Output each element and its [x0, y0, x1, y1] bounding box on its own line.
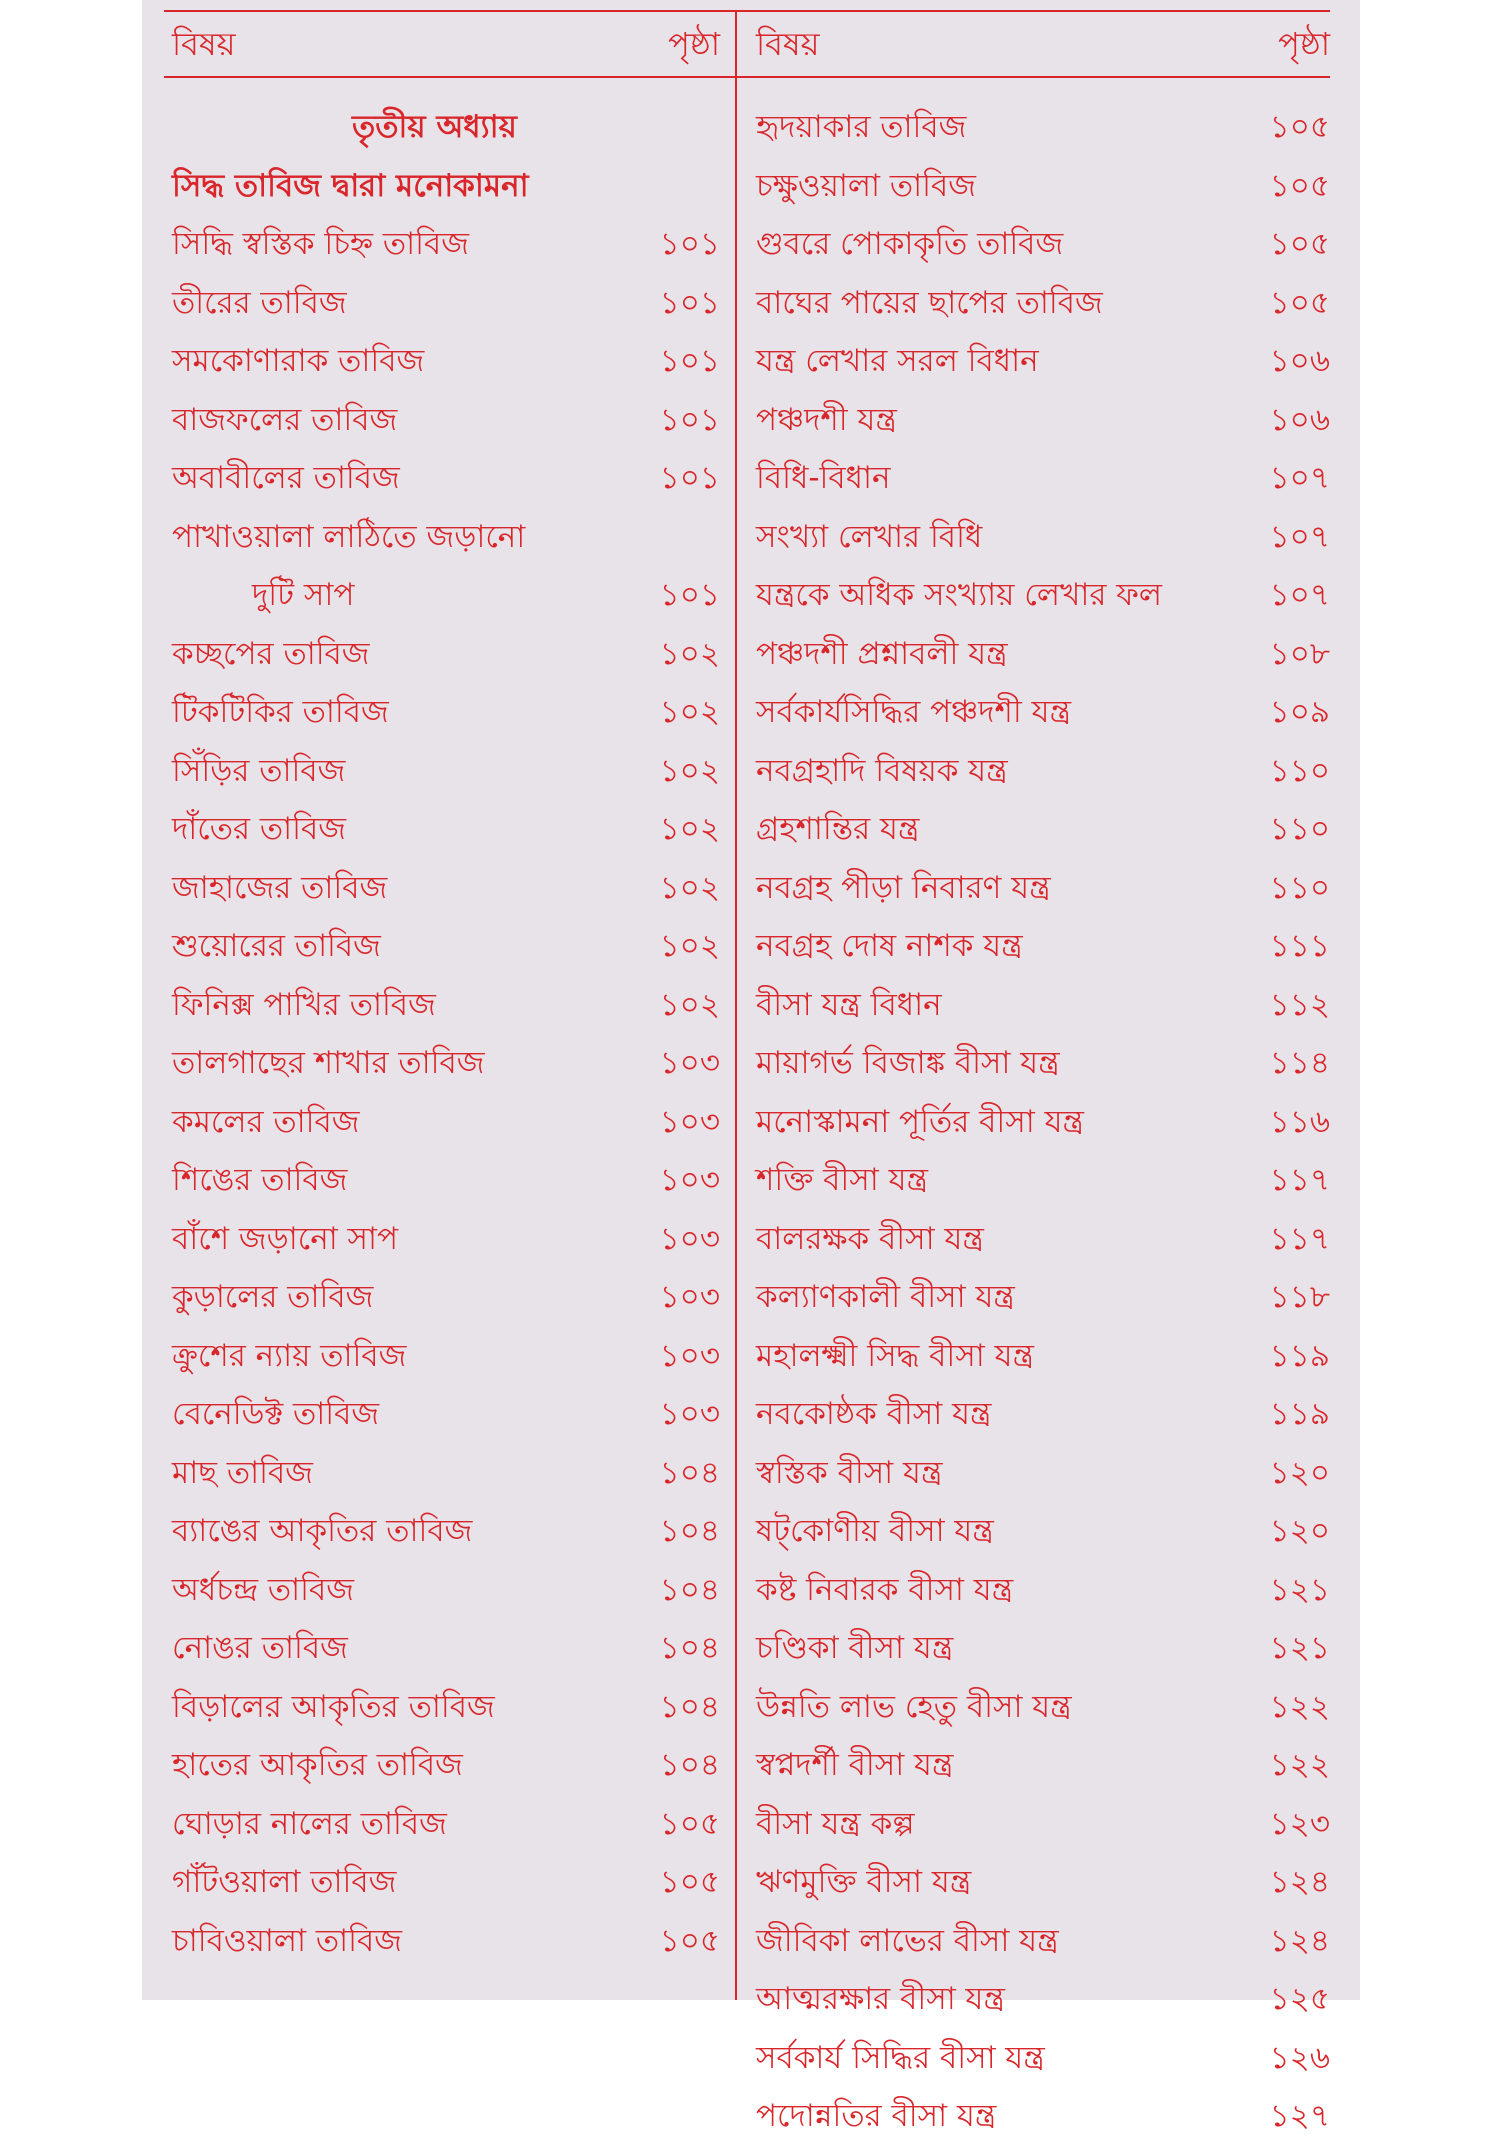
toc-entry	[756, 274, 1330, 333]
left-entry-list	[172, 98, 720, 1970]
entry-page-number: ১০৫	[1269, 226, 1330, 262]
entry-page-number: ১০৬	[1269, 343, 1330, 379]
toc-entry	[172, 1151, 720, 1210]
entry-title: মায়াগর্ভ বিজাঙ্ক বীসা যন্ত্র	[756, 1045, 1060, 1081]
entry-page-number: ১০৭	[1269, 518, 1330, 555]
entry-page-number: ১২৬	[1269, 2039, 1330, 2076]
entry-title: দুটি সাপ	[252, 577, 355, 613]
toc-entry	[756, 625, 1330, 684]
toc-entry	[172, 508, 720, 567]
toc-entry	[172, 1619, 720, 1678]
entry-page-number: ১০১	[659, 460, 720, 496]
entry-page-number: ১০২	[659, 694, 720, 730]
toc-entry	[756, 2087, 1330, 2146]
entry-page-number: ১০৮	[1269, 635, 1330, 672]
top-rule	[164, 10, 1330, 12]
entry-title: ক্রুশের ন্যায় তাবিজ	[172, 1337, 407, 1374]
entry-title: বীসা যন্ত্র কল্প	[756, 1805, 915, 1842]
entry-title: তীরের তাবিজ	[172, 284, 347, 321]
entry-page-number: ১০৩	[659, 1279, 720, 1315]
entry-title: ঘোড়ার নালের তাবিজ	[172, 1805, 447, 1842]
entry-title: বাজফলের তাবিজ	[172, 401, 398, 438]
toc-entry	[172, 1210, 720, 1269]
toc-entry	[172, 625, 720, 684]
entry-page-number: ১২২	[1269, 1688, 1330, 1725]
entry-title: চণ্ডিকা বীসা যন্ত্র	[756, 1630, 954, 1666]
entry-page-number: ১০১	[659, 577, 720, 613]
entry-title: শক্তি বীসা যন্ত্র	[756, 1162, 929, 1198]
toc-entry	[756, 976, 1330, 1035]
toc-entry	[172, 742, 720, 801]
entry-page-number: ১০২	[659, 869, 720, 906]
entry-title: নোঙর তাবিজ	[172, 1630, 348, 1666]
entry-page-number: ১১১	[1269, 928, 1330, 964]
toc-entry	[756, 1268, 1330, 1327]
entry-title: অর্ধচন্দ্র তাবিজ	[172, 1571, 354, 1608]
entry-title: সমকোণারাক তাবিজ	[172, 343, 425, 379]
toc-entry	[756, 215, 1330, 274]
entry-page-number: ১০৪	[659, 1688, 720, 1725]
entry-page-number: ১০৫	[659, 1805, 720, 1842]
entry-title: চক্ষুওয়ালা তাবিজ	[756, 167, 976, 204]
toc-entry	[756, 1853, 1330, 1912]
entry-page-number: ১২২	[1269, 1747, 1330, 1783]
entry-page-number: ১২০	[1269, 1513, 1330, 1549]
page-header: পৃষ্ঠা	[668, 25, 720, 63]
entry-title: গ্রহশান্তির যন্ত্র	[756, 811, 920, 847]
entry-title: সর্বকার্যসিদ্ধির পঞ্চদশী যন্ত্র	[756, 694, 1071, 730]
entry-title: নবগ্রহ পীড়া নিবারণ যন্ত্র	[756, 869, 1051, 906]
toc-entry	[172, 1268, 720, 1327]
toc-entry	[756, 332, 1330, 391]
entry-title: বিড়ালের আকৃতির তাবিজ	[172, 1688, 495, 1725]
toc-entry	[172, 859, 720, 918]
toc-entry	[172, 1385, 720, 1444]
entry-page-number: ১২৫	[1269, 1981, 1330, 2017]
entry-page-number: ১০১	[659, 284, 720, 321]
entry-page-number: ১০৭	[1269, 460, 1330, 496]
toc-entry	[172, 1093, 720, 1152]
left-column-header	[172, 22, 720, 66]
entry-title: ব্যাঙের আকৃতির তাবিজ	[172, 1513, 473, 1549]
toc-entry	[756, 566, 1330, 625]
entry-page-number: ১০৩	[659, 1337, 720, 1374]
toc-entry	[172, 391, 720, 450]
toc-entry	[756, 1444, 1330, 1503]
entry-page-number: ১২৪	[1269, 1864, 1330, 1900]
entry-page-number: ১০৩	[659, 1162, 720, 1198]
entry-title: জীবিকা লাভের বীসা যন্ত্র	[756, 1922, 1059, 1959]
toc-entry	[172, 1561, 720, 1620]
entry-title: স্বপ্নদর্শী বীসা যন্ত্র	[756, 1747, 954, 1783]
entry-title: সিঁড়ির তাবিজ	[172, 752, 346, 789]
entry-title: কুড়ালের তাবিজ	[172, 1279, 374, 1315]
entry-title: জাহাজের তাবিজ	[172, 869, 388, 906]
entry-title: বীসা যন্ত্র বিধান	[756, 986, 942, 1023]
entry-page-number: ১০৪	[659, 1454, 720, 1491]
entry-page-number: ১২১	[1269, 1630, 1330, 1666]
entry-page-number: ১০১	[659, 343, 720, 379]
entry-page-number: ১০৩	[659, 1045, 720, 1081]
toc-entry	[172, 1678, 720, 1737]
toc-entry	[756, 1385, 1330, 1444]
toc-entry	[172, 1912, 720, 1971]
toc-entry	[756, 1795, 1330, 1854]
entry-page-number: ১০৩	[659, 1220, 720, 1257]
entry-title: শুয়োরের তাবিজ	[172, 928, 381, 964]
entry-title: আত্মরক্ষার বীসা যন্ত্র	[756, 1981, 1005, 2017]
toc-entry	[172, 917, 720, 976]
entry-title: যন্ত্র লেখার সরল বিধান	[756, 343, 1039, 379]
toc-entry	[756, 1561, 1330, 1620]
toc-entry	[172, 1736, 720, 1795]
entry-title: সিদ্ধ তাবিজ দ্বারা মনোকামনা	[172, 167, 529, 204]
entry-page-number: ১১৪	[1269, 1045, 1330, 1081]
entry-title: গুবরে পোকাকৃতি তাবিজ	[756, 226, 1064, 262]
toc-entry	[756, 683, 1330, 742]
toc-entry	[172, 1853, 720, 1912]
entry-page-number: ১১০	[1269, 811, 1330, 847]
toc-entry	[172, 800, 720, 859]
toc-entry	[756, 859, 1330, 918]
entry-page-number: ১২৭	[1269, 2098, 1330, 2134]
entry-page-number: ১১২	[1269, 986, 1330, 1023]
toc-entry	[756, 917, 1330, 976]
entry-page-number: ১০৬	[1269, 401, 1330, 438]
entry-title: তৃতীয় অধ্যায়	[352, 109, 517, 145]
toc-entry	[172, 332, 720, 391]
entry-page-number: ১১৮	[1269, 1279, 1330, 1315]
toc-entry	[756, 1210, 1330, 1269]
entry-title: বাঘের পায়ের ছাপের তাবিজ	[756, 284, 1103, 321]
entry-title: সংখ্যা লেখার বিধি	[756, 518, 983, 555]
entry-page-number: ১০১	[659, 401, 720, 438]
entry-title: সিদ্ধি স্বস্তিক চিহ্ন তাবিজ	[172, 226, 469, 262]
toc-entry	[756, 1736, 1330, 1795]
entry-title: বেনেডিক্ট তাবিজ	[172, 1396, 380, 1432]
right-column-header	[756, 22, 1330, 66]
entry-title: নবকোষ্ঠক বীসা যন্ত্র	[756, 1396, 992, 1432]
entry-page-number: ১০১	[659, 226, 720, 262]
page-header: পৃষ্ঠা	[1278, 25, 1330, 63]
entry-page-number: ১২০	[1269, 1454, 1330, 1491]
toc-entry	[172, 157, 720, 216]
toc-entry	[756, 1034, 1330, 1093]
toc-entry	[172, 1327, 720, 1386]
entry-page-number: ১০৪	[659, 1630, 720, 1666]
entry-title: দাঁতের তাবিজ	[172, 811, 347, 847]
toc-entry	[172, 683, 720, 742]
toc-entry	[172, 1502, 720, 1561]
contents-page	[142, 0, 1360, 2134]
toc-entry	[756, 98, 1330, 157]
entry-page-number: ১১৭	[1269, 1220, 1330, 1257]
entry-page-number: ১০৭	[1269, 577, 1330, 613]
entry-title: টিকটিকির তাবিজ	[172, 694, 389, 730]
entry-page-number: ১১০	[1269, 752, 1330, 789]
entry-page-number: ১০২	[659, 811, 720, 847]
toc-entry	[172, 274, 720, 333]
entry-title: ষট্‌কোণীয় বীসা যন্ত্র	[756, 1513, 994, 1549]
toc-entry	[756, 1502, 1330, 1561]
header-rule	[164, 76, 1330, 78]
entry-title: কষ্ট নিবারক বীসা যন্ত্র	[756, 1571, 1014, 1608]
entry-page-number: ১০২	[659, 928, 720, 964]
entry-page-number: ১০৪	[659, 1747, 720, 1783]
toc-entry	[756, 449, 1330, 508]
entry-title: মাছ তাবিজ	[172, 1454, 313, 1491]
toc-entry	[172, 449, 720, 508]
right-entry-list	[756, 98, 1330, 2146]
entry-page-number: ১১৬	[1269, 1103, 1330, 1140]
entry-title: সর্বকার্য সিদ্ধির বীসা যন্ত্র	[756, 2039, 1045, 2076]
entry-title: ফিনিক্স পাখির তাবিজ	[172, 986, 436, 1023]
entry-page-number: ১০২	[659, 752, 720, 789]
toc-entry	[756, 1093, 1330, 1152]
entry-title: চাবিওয়ালা তাবিজ	[172, 1922, 402, 1959]
toc-entry	[756, 1970, 1330, 2029]
toc-entry	[172, 98, 720, 157]
entry-title: অবাবীলের তাবিজ	[172, 460, 400, 496]
entry-page-number: ১০৫	[659, 1922, 720, 1959]
toc-entry	[172, 1034, 720, 1093]
subject-header: বিষয়	[172, 25, 236, 63]
toc-entry	[756, 1619, 1330, 1678]
entry-title: স্বস্তিক বীসা যন্ত্র	[756, 1454, 943, 1491]
entry-title: মনোস্কামনা পূর্তির বীসা যন্ত্র	[756, 1103, 1084, 1140]
entry-title: পাখাওয়ালা লাঠিতে জড়ানো	[172, 518, 526, 555]
toc-entry	[756, 157, 1330, 216]
entry-page-number: ১০৫	[1269, 284, 1330, 321]
entry-page-number: ১১০	[1269, 869, 1330, 906]
entry-title: বাঁশে জড়ানো সাপ	[172, 1220, 399, 1257]
entry-page-number: ১১৯	[1269, 1337, 1330, 1374]
column-divider	[735, 10, 737, 2000]
entry-page-number: ১২১	[1269, 1571, 1330, 1608]
entry-title: পঞ্চদশী প্রশ্নাবলী যন্ত্র	[756, 635, 1008, 672]
entry-page-number: ১১৭	[1269, 1162, 1330, 1198]
entry-page-number: ১০৩	[659, 1396, 720, 1432]
entry-title: বালরক্ষক বীসা যন্ত্র	[756, 1220, 984, 1257]
entry-title: যন্ত্রকে অধিক সংখ্যায় লেখার ফল	[756, 577, 1162, 613]
toc-entry	[756, 800, 1330, 859]
entry-page-number: ১০৫	[659, 1864, 720, 1900]
toc-entry	[756, 1678, 1330, 1737]
entry-page-number: ১০২	[659, 986, 720, 1023]
toc-entry	[172, 976, 720, 1035]
entry-page-number: ১০৫	[1269, 167, 1330, 204]
toc-entry	[756, 508, 1330, 567]
entry-title: উন্নতি লাভ হেতু বীসা যন্ত্র	[756, 1688, 1072, 1725]
toc-entry	[756, 1151, 1330, 1210]
entry-page-number: ১০৫	[1269, 109, 1330, 145]
entry-title: নবগ্রহ দোষ নাশক যন্ত্র	[756, 928, 1023, 964]
toc-entry	[172, 215, 720, 274]
entry-title: কল্যাণকালী বীসা যন্ত্র	[756, 1279, 1015, 1315]
entry-page-number: ১০২	[659, 635, 720, 672]
entry-title: ঋণমুক্তি বীসা যন্ত্র	[756, 1864, 972, 1900]
entry-page-number: ১১৯	[1269, 1396, 1330, 1432]
entry-page-number: ১২৪	[1269, 1922, 1330, 1959]
entry-title: তালগাছের শাখার তাবিজ	[172, 1045, 485, 1081]
entry-title: কচ্ছপের তাবিজ	[172, 635, 370, 672]
entry-page-number: ১০৪	[659, 1571, 720, 1608]
toc-entry	[172, 1444, 720, 1503]
toc-entry	[756, 2029, 1330, 2088]
toc-entry	[756, 391, 1330, 450]
entry-title: হৃদয়াকার তাবিজ	[756, 109, 967, 145]
entry-page-number: ১০৩	[659, 1103, 720, 1140]
toc-entry	[756, 1912, 1330, 1971]
toc-entry	[172, 566, 720, 625]
entry-page-number: ১২৩	[1269, 1805, 1330, 1842]
entry-title: হাতের আকৃতির তাবিজ	[172, 1747, 463, 1783]
subject-header: বিষয়	[756, 25, 820, 63]
entry-title: শিঙের তাবিজ	[172, 1162, 348, 1198]
toc-entry	[756, 1327, 1330, 1386]
entry-title: কমলের তাবিজ	[172, 1103, 360, 1140]
toc-entry	[756, 742, 1330, 801]
toc-entry	[172, 1795, 720, 1854]
entry-title: মহালক্ষ্মী সিদ্ধ বীসা যন্ত্র	[756, 1337, 1035, 1374]
entry-title: পঞ্চদশী যন্ত্র	[756, 401, 897, 438]
entry-title: বিধি-বিধান	[756, 460, 891, 496]
entry-title: পদোন্নতির বীসা যন্ত্র	[756, 2098, 997, 2134]
entry-title: গাঁটওয়ালা তাবিজ	[172, 1864, 397, 1900]
entry-page-number: ১০৪	[659, 1513, 720, 1549]
entry-page-number: ১০৯	[1269, 694, 1330, 730]
entry-title: নবগ্রহাদি বিষয়ক যন্ত্র	[756, 752, 1008, 789]
